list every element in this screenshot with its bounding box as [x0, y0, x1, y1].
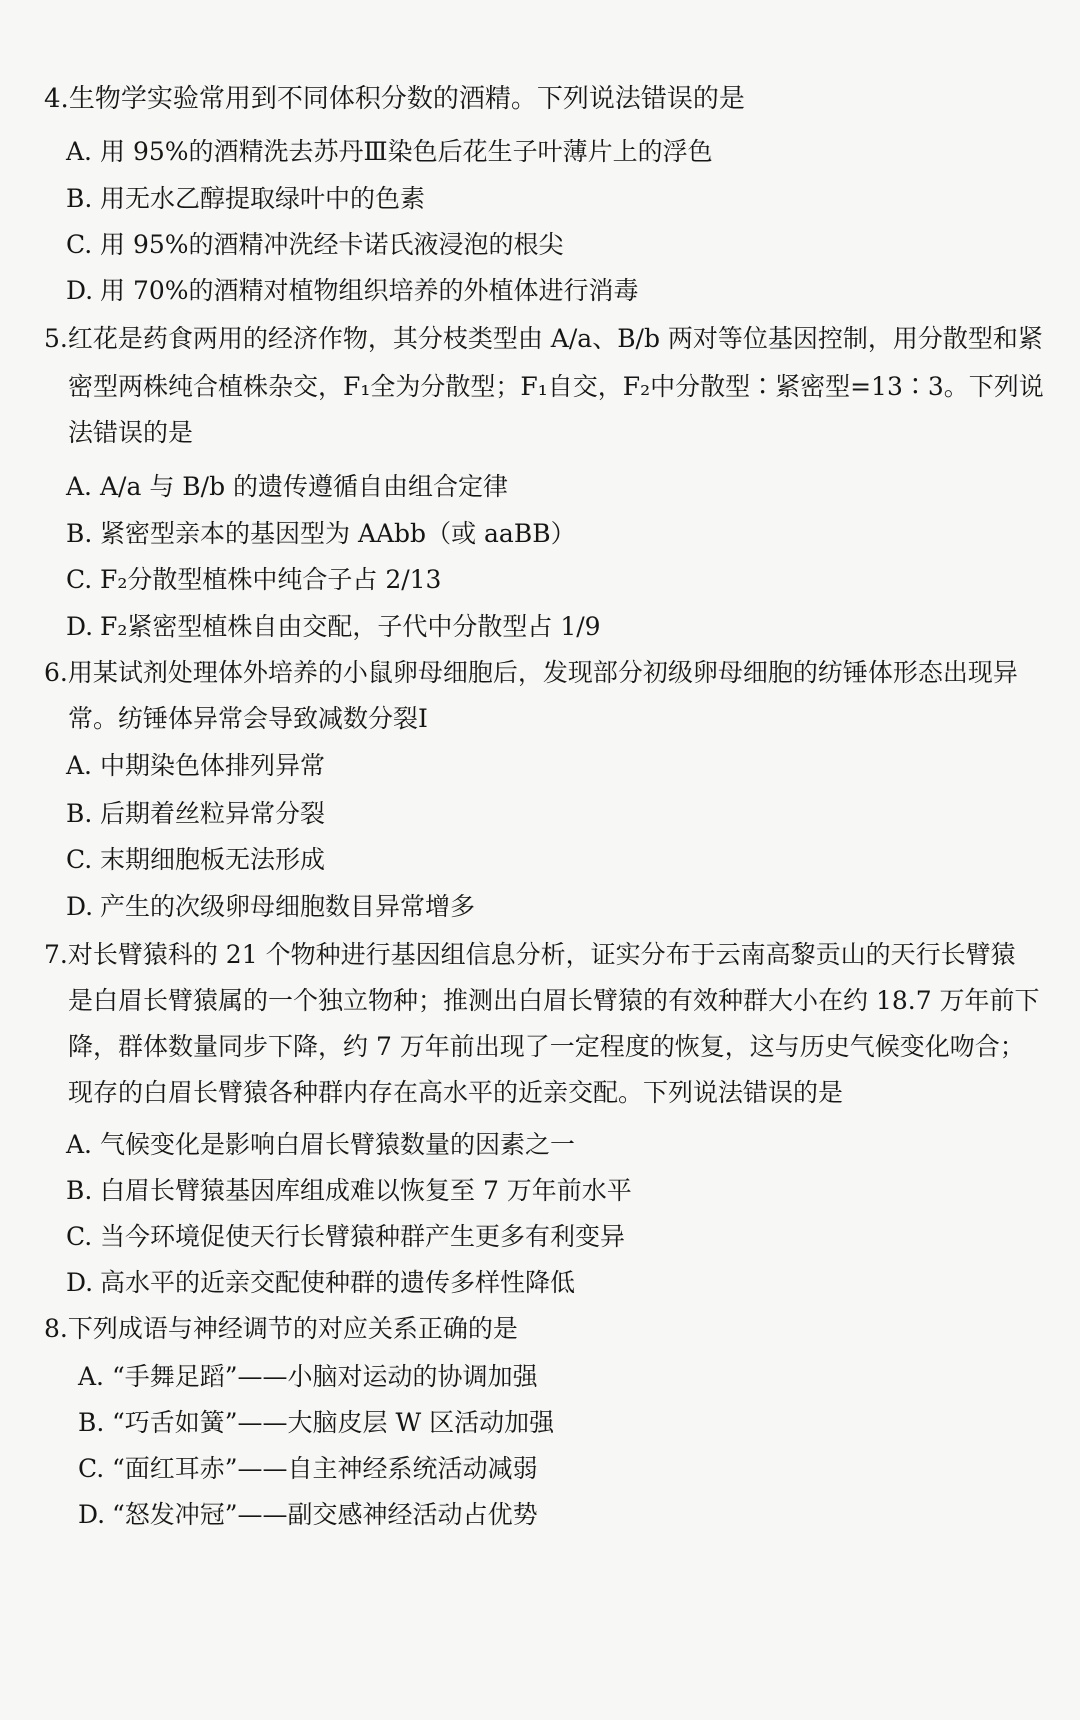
- question-8-option-c[interactable]: [78, 1452, 538, 1486]
- option-letter: B.: [66, 799, 93, 828]
- option-letter: B.: [66, 519, 93, 548]
- question-4-option-d[interactable]: [66, 274, 639, 308]
- question-6-number: 6.: [44, 658, 68, 687]
- option-letter: A.: [66, 1130, 93, 1159]
- question-5-stem-text: 红花是药食两用的经济作物，其分枝类型由 A/a、B/b 两对等位基因控制，用分散型和紧: [67, 324, 1043, 353]
- question-8-option-a[interactable]: [78, 1360, 538, 1394]
- option-text: F₂分散型植株中纯合子占 2/13: [100, 565, 442, 594]
- option-letter: D.: [66, 612, 94, 641]
- question-4-option-c[interactable]: [66, 228, 564, 262]
- option-letter: D.: [66, 276, 94, 305]
- question-5-option-a[interactable]: [66, 470, 508, 504]
- option-letter: C.: [66, 565, 93, 594]
- question-7-option-c[interactable]: [66, 1220, 625, 1254]
- option-text: 白眉长臂猿基因库组成难以恢复至 7 万年前水平: [100, 1176, 632, 1205]
- question-7-stem-line-3: 降，群体数量同步下降，约 7 万年前出现了一定程度的恢复，这与历史气候变化吻合；: [68, 1032, 1025, 1061]
- option-letter: C.: [66, 230, 93, 259]
- question-6-stem-text: 用某试剂处理体外培养的小鼠卵母细胞后，发现部分初级卵母细胞的纺锤体形态出现异: [67, 658, 1018, 687]
- option-letter: B.: [78, 1408, 105, 1437]
- question-8-number: 8.: [44, 1314, 68, 1343]
- option-text: “手舞足蹈”——小脑对运动的协调加强: [112, 1362, 538, 1391]
- question-4-number: 4.: [44, 84, 69, 114]
- question-6-option-c[interactable]: [66, 843, 325, 877]
- option-text: 当今环境促使天行长臂猿种群产生更多有利变异: [100, 1222, 626, 1251]
- option-letter: A.: [66, 751, 93, 780]
- question-5-number: 5.: [44, 324, 68, 353]
- question-8-option-b[interactable]: [78, 1406, 554, 1440]
- option-letter: A.: [78, 1362, 105, 1391]
- option-text: “怒发冲冠”——副交感神经活动占优势: [112, 1500, 538, 1529]
- option-letter: C.: [66, 845, 93, 874]
- question-6-option-d[interactable]: [66, 890, 475, 924]
- question-7-stem-line-1: [44, 938, 1016, 972]
- option-letter: A.: [66, 472, 93, 501]
- option-text: F₂紧密型植株自由交配，子代中分散型占 1/9: [100, 612, 601, 641]
- option-letter: C.: [78, 1454, 105, 1483]
- question-4-option-a[interactable]: [66, 135, 713, 169]
- option-text: 末期细胞板无法形成: [100, 845, 326, 874]
- option-letter: D.: [66, 1268, 94, 1297]
- question-6-stem-line-2: 常。纺锤体异常会导致减数分裂Ⅰ: [68, 704, 428, 733]
- question-4-stem-text: 生物学实验常用到不同体积分数的酒精。下列说法错误的是: [68, 84, 745, 114]
- option-text: 后期着丝粒异常分裂: [100, 799, 326, 828]
- question-5-stem-line-1: [44, 322, 1043, 356]
- question-4-stem-line-1: [44, 82, 745, 116]
- option-letter: B.: [66, 1176, 93, 1205]
- question-7-stem-line-4: 现存的白眉长臂猿各种群内存在高水平的近亲交配。下列说法错误的是: [68, 1078, 844, 1107]
- option-text: 中期染色体排列异常: [100, 751, 326, 780]
- question-7-option-b[interactable]: [66, 1174, 632, 1208]
- option-text: 紧密型亲本的基因型为 AAbb（或 aaBB）: [100, 519, 576, 548]
- question-5-option-d[interactable]: [66, 610, 601, 644]
- option-text: 用无水乙醇提取绿叶中的色素: [100, 184, 426, 213]
- option-text: 产生的次级卵母细胞数目异常增多: [100, 892, 476, 921]
- question-7-stem-text: 对长臂猿科的 21 个物种进行基因组信息分析，证实分布于云南高黎贡山的天行长臂猿: [67, 940, 1016, 969]
- question-5-stem-line-3: 法错误的是: [68, 418, 194, 447]
- question-7-option-a[interactable]: [66, 1128, 575, 1162]
- question-8-stem-line-1: [44, 1312, 518, 1346]
- option-text: “巧舌如簧”——大脑皮层 W 区活动加强: [112, 1408, 555, 1437]
- option-text: A/a 与 B/b 的遗传遵循自由组合定律: [100, 472, 509, 501]
- question-4-option-b[interactable]: [66, 182, 425, 216]
- option-text: 用 95%的酒精冲洗经卡诺氏液浸泡的根尖: [100, 230, 564, 259]
- question-5-stem-line-2: 密型两株纯合植株杂交，F₁全为分散型；F₁自交，F₂中分散型∶紧密型=13∶3。下列说: [68, 372, 1044, 401]
- question-6-stem-line-1: [44, 656, 1018, 690]
- question-5-option-b[interactable]: [66, 517, 576, 551]
- option-letter: C.: [66, 1222, 93, 1251]
- option-letter: D.: [78, 1500, 106, 1529]
- option-text: “面红耳赤”——自主神经系统活动减弱: [112, 1454, 538, 1483]
- option-text: 用 70%的酒精对植物组织培养的外植体进行消毒: [100, 276, 639, 305]
- question-8-option-d[interactable]: [78, 1498, 538, 1532]
- option-text: 用 95%的酒精洗去苏丹Ⅲ染色后花生子叶薄片上的浮色: [100, 137, 713, 166]
- question-6-option-a[interactable]: [66, 749, 325, 783]
- question-7-number: 7.: [44, 940, 68, 969]
- option-letter: B.: [66, 184, 93, 213]
- option-text: 气候变化是影响白眉长臂猿数量的因素之一: [100, 1130, 576, 1159]
- option-letter: D.: [66, 892, 94, 921]
- question-7-option-d[interactable]: [66, 1266, 575, 1300]
- option-letter: A.: [66, 137, 93, 166]
- question-6-option-b[interactable]: [66, 797, 325, 831]
- option-text: 高水平的近亲交配使种群的遗传多样性降低: [100, 1268, 576, 1297]
- question-7-stem-line-2: 是白眉长臂猿属的一个独立物种；推测出白眉长臂猿的有效种群大小在约 18.7 万年前下: [68, 986, 1040, 1015]
- question-5-option-c[interactable]: [66, 563, 441, 597]
- question-8-stem-text: 下列成语与神经调节的对应关系正确的是: [67, 1314, 518, 1343]
